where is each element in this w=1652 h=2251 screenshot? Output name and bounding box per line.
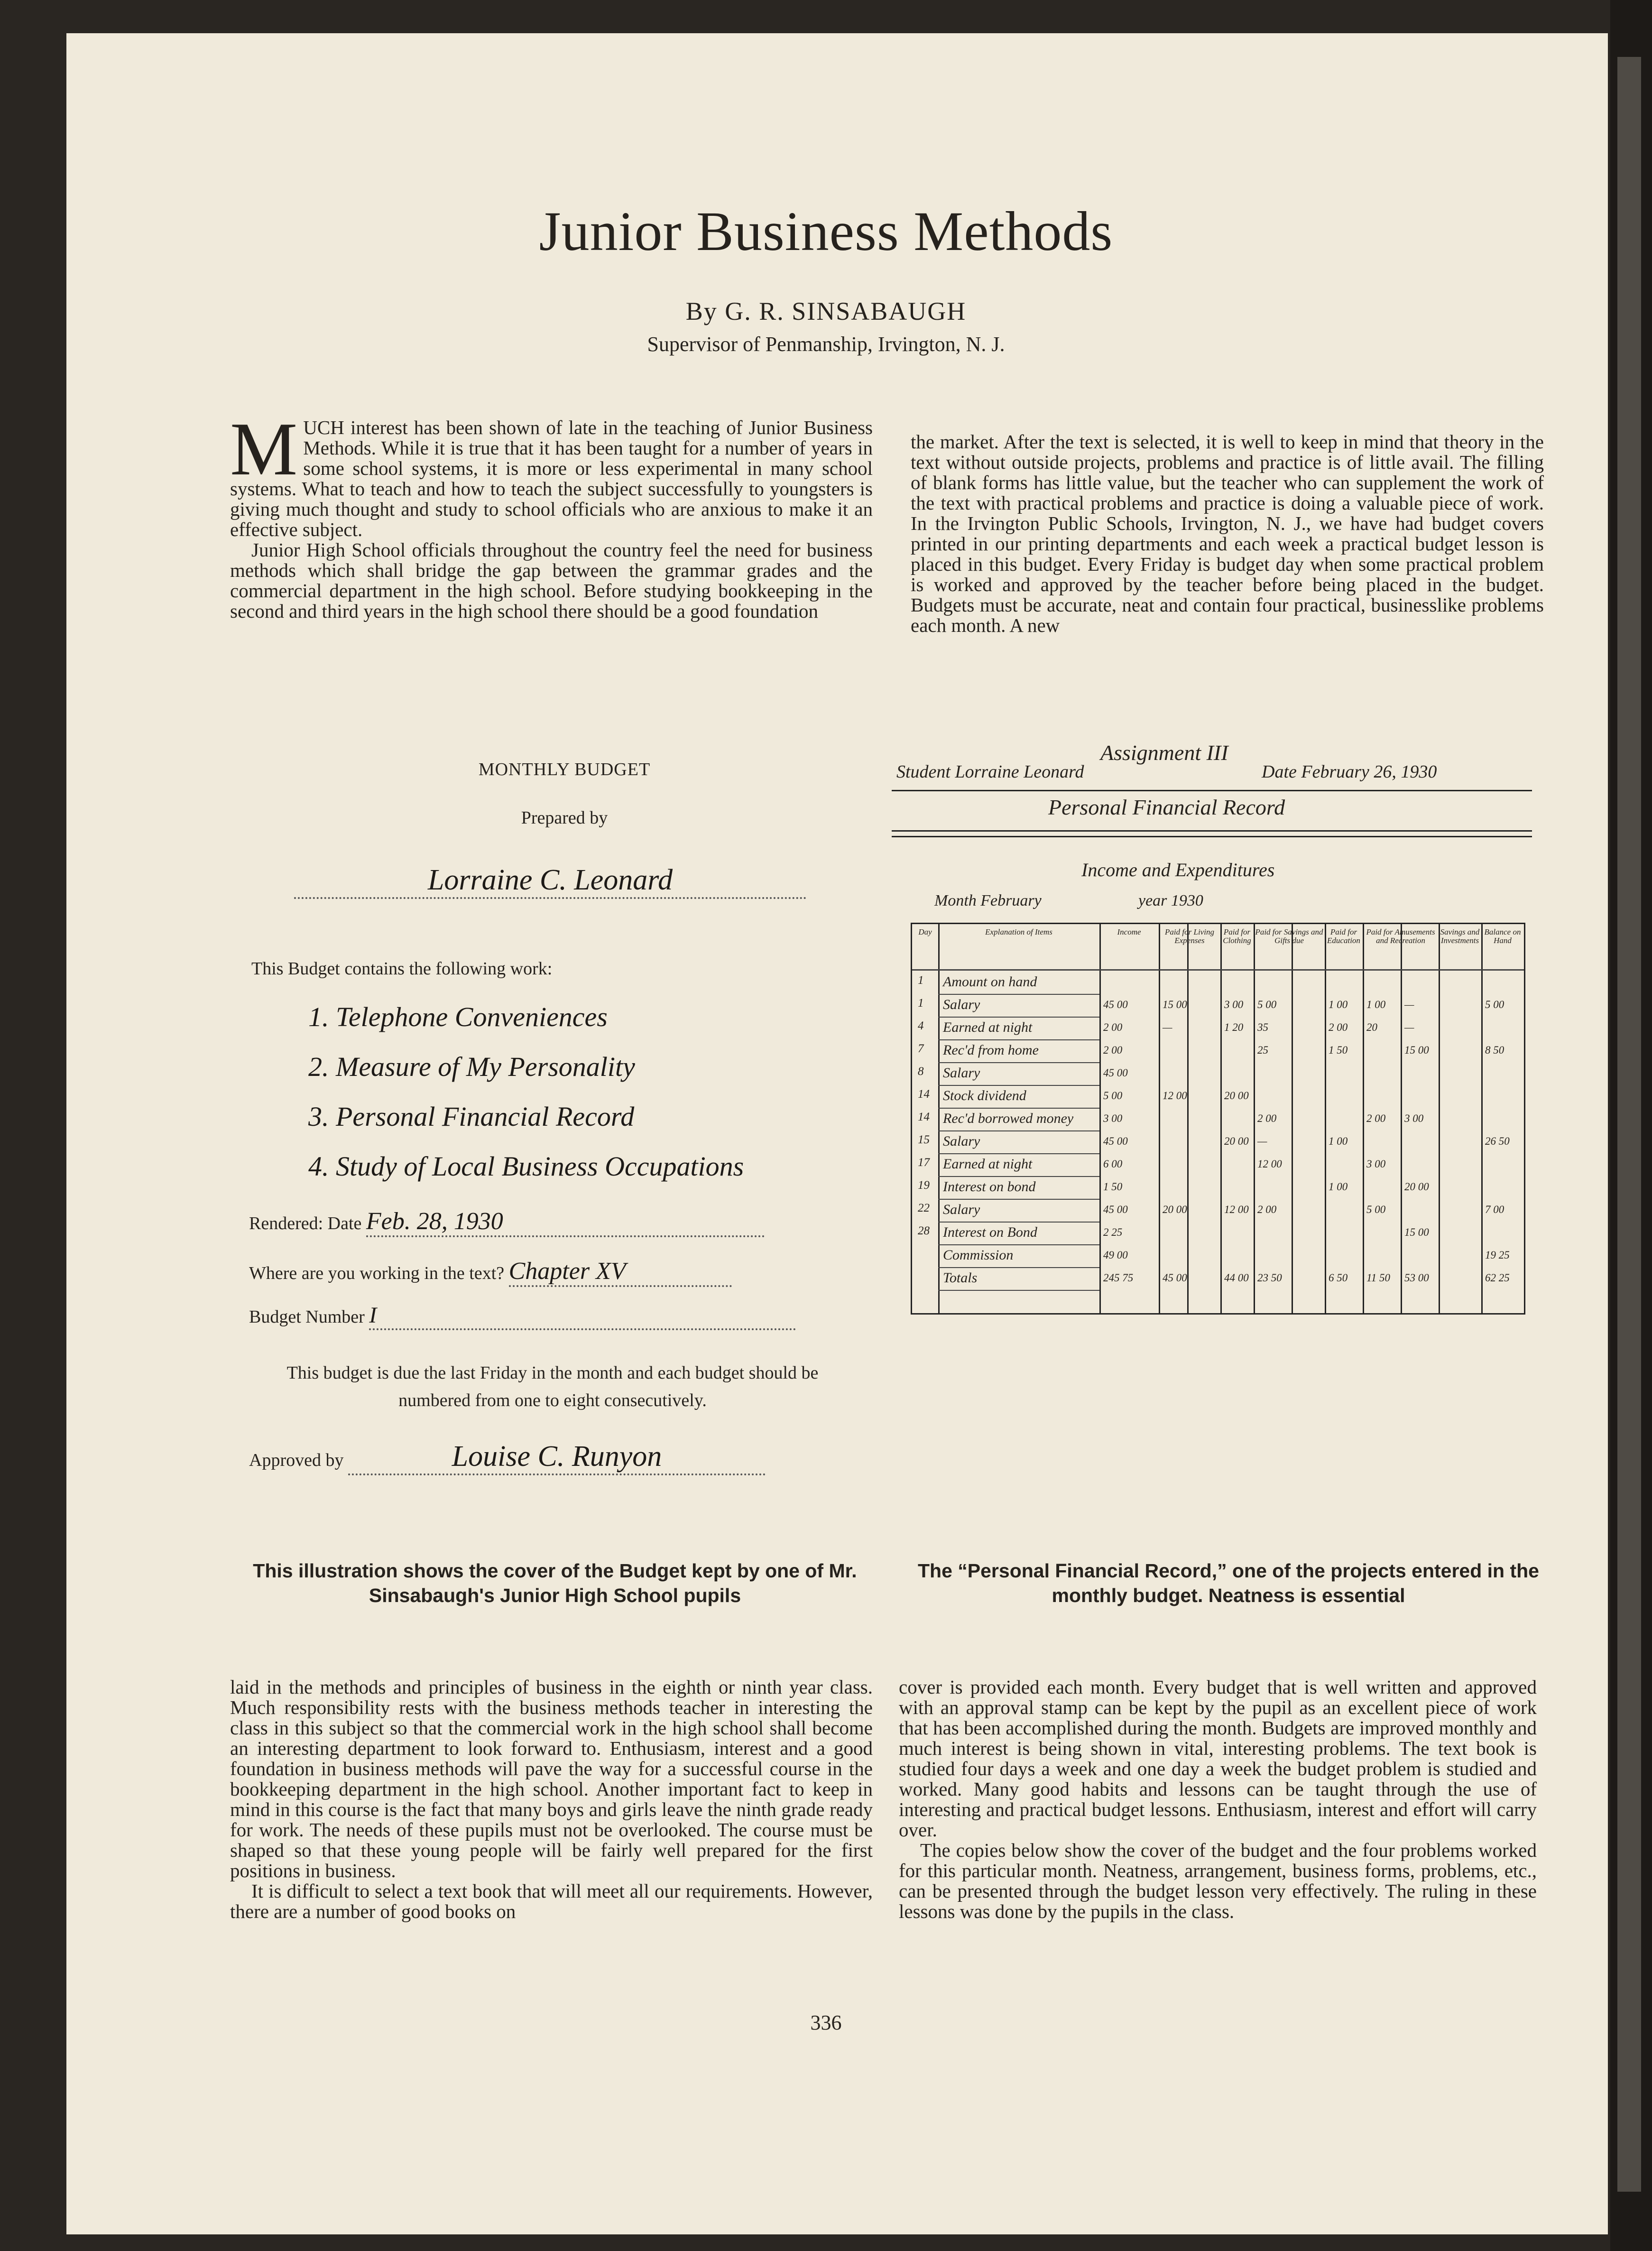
budget-item-3: 3. Personal Financial Record xyxy=(308,1101,635,1132)
body-right-paragraph-1: cover is provided each month. Every budget that is well written and approved with an approval stamp can be kept by the pupil as an excellent piece of work that has been accomplished during the month. Budgets are improved monthly and much interest is being shown in vital, interesting problems. The text book is studied four days a week and one day a week the budget problem is studied and worked. Many good habits and lessons can be taught through the use of interesting and practical budget lessons. Enthusiasm, interest and effort will carry over. xyxy=(899,1676,1537,1841)
article-byline: By G. R. SINSABAUGH xyxy=(685,297,967,325)
year-label: year xyxy=(1138,892,1167,909)
table-cell-day: 8 xyxy=(918,1065,924,1078)
record-date: February 26, 1930 xyxy=(1301,762,1437,782)
table-cell-value: 44 00 xyxy=(1224,1272,1249,1284)
row-rule xyxy=(938,1176,1099,1177)
page-number: 336 xyxy=(810,2011,842,2034)
table-column-rule xyxy=(1363,924,1364,1313)
rule-1 xyxy=(892,790,1532,791)
row-rule xyxy=(938,1244,1099,1245)
table-header: Paid for Education xyxy=(1327,927,1360,945)
year-value: 1930 xyxy=(1171,892,1203,909)
table-cell-value: 15 00 xyxy=(1404,1226,1429,1238)
table-cell-day: 28 xyxy=(918,1224,930,1237)
table-cell-value: 7 00 xyxy=(1485,1204,1504,1215)
table-cell-value: 20 00 xyxy=(1224,1090,1249,1102)
table-column-rule xyxy=(1159,924,1160,1313)
table-cell-item: Earned at night xyxy=(943,1019,1033,1035)
table-cell-value: 5 00 xyxy=(1366,1204,1386,1215)
table-cell-value: 245 75 xyxy=(1103,1272,1134,1284)
table-cell-item: Salary xyxy=(943,997,980,1012)
budget-item-2: 2. Measure of My Personality xyxy=(308,1051,635,1082)
body-right-paragraph-2: The copies below show the cover of the budget and the four problems worked for this particular month. Neatness, arrangement, business forms, problems, etc., can be presented through the budget lesson very effectively. The ruling in these lessons was done by the pupils in the class. xyxy=(899,1839,1537,1922)
table-cell-value: 26 50 xyxy=(1485,1135,1510,1147)
table-header: Income xyxy=(1117,927,1141,936)
assignment-label: Assignment III xyxy=(1100,741,1228,765)
table-cell-value: 15 00 xyxy=(1404,1044,1429,1056)
table-cell-value: — xyxy=(1404,1021,1414,1033)
table-cell-value: 11 50 xyxy=(1366,1272,1391,1284)
table-cell-item: Salary xyxy=(943,1133,980,1149)
table-column-rule xyxy=(1292,924,1293,1313)
rendered-label: Rendered: Date xyxy=(249,1214,362,1233)
table-column-rule xyxy=(1481,924,1483,1313)
prepared-by-label: Prepared by xyxy=(521,808,608,828)
student-name: Lorraine C. Leonard xyxy=(294,863,806,899)
table-column-rule xyxy=(1401,924,1402,1313)
table-cell-value: 25 xyxy=(1257,1044,1268,1056)
row-rule xyxy=(938,1085,1099,1086)
table-column-rule xyxy=(938,924,940,1313)
table-column-rule xyxy=(1187,924,1189,1313)
row-rule xyxy=(938,1153,1099,1154)
budget-cover-figure xyxy=(247,754,863,1494)
body-right-column xyxy=(899,1677,1537,1922)
table-header: Paid for Amusements and Recreation xyxy=(1366,927,1435,945)
row-rule xyxy=(938,1130,1099,1131)
table-cell-item: Earned at night xyxy=(943,1156,1033,1172)
table-cell-value: 2 00 xyxy=(1366,1112,1386,1124)
table-cell-value: 2 25 xyxy=(1103,1226,1123,1238)
row-rule xyxy=(938,1108,1099,1109)
table-header: Balance on Hand xyxy=(1484,927,1521,945)
rule-3 xyxy=(892,836,1532,837)
table-cell-value: 3 00 xyxy=(1404,1112,1424,1124)
table-cell-value: 5 00 xyxy=(1257,999,1277,1010)
table-cell-value: 35 xyxy=(1257,1021,1268,1033)
table-cell-value: 2 00 xyxy=(1103,1021,1123,1033)
financial-record-figure xyxy=(892,740,1546,1528)
table-cell-day: 4 xyxy=(918,1019,924,1032)
table-header: Paid for Living Expenses xyxy=(1165,927,1214,945)
table-column-rule xyxy=(1439,924,1440,1313)
budget-number-label: Budget Number xyxy=(249,1307,365,1327)
table-cell-item: Salary xyxy=(943,1202,980,1217)
table-header: Day xyxy=(918,927,932,936)
table-cell-value: 1 50 xyxy=(1103,1181,1123,1193)
table-cell-value: 12 00 xyxy=(1257,1158,1282,1170)
table-header: Explanation of Items xyxy=(985,927,1052,936)
table-cell-value: 15 00 xyxy=(1163,999,1187,1010)
table-cell-item: Salary xyxy=(943,1065,980,1081)
table-header: Paid for Clothing xyxy=(1223,927,1251,945)
row-rule xyxy=(938,1062,1099,1063)
table-cell-item: Totals xyxy=(943,1270,978,1286)
caption-right: The “Personal Financial Record,” one of the projects entered in the monthly budget. Neatness is essential xyxy=(918,1560,1539,1606)
table-cell-value: 2 00 xyxy=(1329,1021,1348,1033)
contains-label: This Budget contains the following work: xyxy=(251,959,553,979)
table-cell-value: 45 00 xyxy=(1163,1272,1187,1284)
table-cell-day: 14 xyxy=(918,1088,930,1101)
budget-number-value: I xyxy=(369,1302,796,1330)
table-column-rule xyxy=(1254,924,1255,1313)
table-cell-item: Stock dividend xyxy=(943,1088,1026,1103)
table-cell-value: — xyxy=(1163,1021,1172,1033)
table-cell-item: Interest on bond xyxy=(943,1179,1036,1195)
approved-signature: Louise C. Runyon xyxy=(348,1440,766,1475)
row-rule xyxy=(938,994,1099,995)
row-rule xyxy=(938,1199,1099,1200)
table-cell-value: 8 50 xyxy=(1485,1044,1504,1056)
table-cell-value: 23 50 xyxy=(1257,1272,1282,1284)
body-left-paragraph-1: laid in the methods and principles of business in the eighth or ninth year class. Much responsibility rests with the business methods teacher in interesting the class in this subject so that the commercial work in the high school shall become an interesting department to look forward to. Enthusiasm, interest and a good foundation in business methods will pave the way for a successful course in the bookkeeping department in the high school. Another important fact to keep in mind in this course is the fact that many boys and girls leave the ninth grade ready for work. The needs of these pupils must not be overlooked. The course must be shaped so that these young people will be fairly well prepared for the first positions in business. xyxy=(230,1676,873,1881)
record-student: Lorraine Leonard xyxy=(955,762,1084,782)
table-cell-day: 7 xyxy=(918,1042,924,1055)
table-cell-day: 17 xyxy=(918,1156,930,1169)
table-cell-value: 12 00 xyxy=(1163,1090,1187,1102)
table-cell-value: 19 25 xyxy=(1485,1249,1510,1261)
table-cell-value: 1 00 xyxy=(1329,1181,1348,1193)
table-cell-day: 1 xyxy=(918,997,924,1010)
table-cell-value: 5 00 xyxy=(1485,999,1504,1010)
month-value: February xyxy=(980,892,1042,909)
table-cell-value: 45 00 xyxy=(1103,1135,1128,1147)
table-cell-value: 20 00 xyxy=(1163,1204,1187,1215)
table-cell-value: 3 00 xyxy=(1224,999,1244,1010)
table-cell-value: 49 00 xyxy=(1103,1249,1128,1261)
table-cell-value: 1 00 xyxy=(1329,1135,1348,1147)
date-label: Date xyxy=(1262,762,1297,782)
table-cell-value: 20 00 xyxy=(1224,1135,1249,1147)
table-cell-value: 1 20 xyxy=(1224,1021,1244,1033)
table-cell-value: 1 50 xyxy=(1329,1044,1348,1056)
table-cell-day: 19 xyxy=(918,1179,930,1192)
table-cell-value: 5 00 xyxy=(1103,1090,1123,1102)
budget-heading: MONTHLY BUDGET xyxy=(478,760,651,779)
table-cell-value: 62 25 xyxy=(1485,1272,1510,1284)
table-cell-value: 45 00 xyxy=(1103,999,1128,1010)
intro-right-column xyxy=(911,432,1544,636)
row-rule xyxy=(938,1017,1099,1018)
table-cell-item: Rec'd borrowed money xyxy=(943,1111,1074,1126)
table-cell-value: 2 00 xyxy=(1103,1044,1123,1056)
row-rule xyxy=(938,1039,1099,1040)
record-title: Personal Financial Record xyxy=(1048,795,1285,819)
next-page-edge xyxy=(1617,57,1641,2192)
table-cell-value: 2 00 xyxy=(1257,1112,1277,1124)
table-cell-value: — xyxy=(1257,1135,1267,1147)
table-cell-day: 1 xyxy=(918,974,924,987)
student-label: Student xyxy=(896,762,951,782)
month-label: Month xyxy=(934,892,977,909)
record-table xyxy=(911,923,1525,1315)
rendered-date: Feb. 28, 1930 xyxy=(366,1207,765,1237)
table-cell-value: 6 00 xyxy=(1103,1158,1123,1170)
table-cell-value: 1 00 xyxy=(1329,999,1348,1010)
table-column-rule xyxy=(1325,924,1326,1313)
table-cell-value: 20 00 xyxy=(1404,1181,1429,1193)
record-subtitle: Income and Expenditures xyxy=(1081,859,1275,880)
intro-left-paragraph-1: UCH interest has been shown of late in the teaching of Junior Business Methods. While it is true that it has been taught for a number of years in some school systems, it is more or less experimental in many school systems. What to teach and how to teach the subject successfully to youngsters is giving much thought and study to school officials who are anxious to make it an effective subject. xyxy=(230,417,873,540)
table-cell-value: 6 50 xyxy=(1329,1272,1348,1284)
intro-left-paragraph-2: Junior High School officials throughout the country feel the need for business methods which shall bridge the gap between the grammar grades and the commercial department in the high school. Before studying bookkeeping in the second and third years in the high school there should be a good foundation xyxy=(230,539,873,622)
table-header: Savings and Investments xyxy=(1440,927,1480,945)
row-rule xyxy=(938,1267,1099,1268)
row-rule xyxy=(938,1222,1099,1223)
author-affiliation: Supervisor of Penmanship, Irvington, N. J. xyxy=(647,333,1005,356)
table-cell-value: 53 00 xyxy=(1404,1272,1429,1284)
approved-label: Approved by xyxy=(249,1450,344,1470)
table-cell-value: 3 00 xyxy=(1366,1158,1386,1170)
body-left-column xyxy=(230,1677,873,1922)
body-left-paragraph-2: It is difficult to select a text book that will meet all our requirements. However, there are a number of good books on xyxy=(230,1880,873,1922)
table-cell-item: Amount on hand xyxy=(943,974,1037,990)
working-value: Chapter XV xyxy=(509,1257,732,1287)
header-rule xyxy=(912,969,1524,971)
table-cell-day: 14 xyxy=(918,1111,930,1123)
budget-item-4: 4. Study of Local Business Occupations xyxy=(308,1151,744,1182)
table-cell-item: Commission xyxy=(943,1247,1014,1263)
working-label: Where are you working in the text? xyxy=(249,1263,505,1283)
table-cell-value: 20 xyxy=(1366,1021,1377,1033)
table-cell-value: 45 00 xyxy=(1103,1067,1128,1079)
table-column-rule xyxy=(1099,924,1101,1313)
table-cell-value: 3 00 xyxy=(1103,1112,1123,1124)
caption-left: This illustration shows the cover of the Budget kept by one of Mr. Sinsabaugh's Junior High School pupils xyxy=(253,1560,857,1606)
table-header: Paid for Savings and Gifts due xyxy=(1255,927,1323,945)
table-cell-value: 2 00 xyxy=(1257,1204,1277,1215)
table-cell-day: 15 xyxy=(918,1133,930,1146)
article-title: Junior Business Methods xyxy=(539,200,1113,262)
intro-left-column xyxy=(230,407,873,622)
table-cell-item: Rec'd from home xyxy=(943,1042,1039,1058)
table-cell-item: Interest on Bond xyxy=(943,1224,1037,1240)
table-cell-value: — xyxy=(1404,999,1414,1010)
row-rule xyxy=(938,1290,1099,1291)
budget-item-1: 1. Telephone Conveniences xyxy=(308,1001,608,1032)
table-cell-day: 22 xyxy=(918,1202,930,1214)
table-column-rule xyxy=(1220,924,1222,1313)
table-cell-value: 12 00 xyxy=(1224,1204,1249,1215)
intro-right-paragraph-1: the market. After the text is selected, it is well to keep in mind that theory in the text without outside projects, problems and practice is of little avail. The filling of blank forms has little value, but the teacher who can supplement the work of the text with practical problems and practice is doing a valuable piece of work. In the Irvington Public Schools, Irvington, N. J., we have had budget covers printed in our printing departments and each week a practical budget lesson is placed in this budget. Every Friday is budget day when some practical problem is worked and approved by the teacher before being placed in the budget. Budgets must be accurate, neat and contain four practical, businesslike problems each month. A new xyxy=(911,431,1544,636)
due-note: This budget is due the last Friday in the month and each budget should be numbered from one to eight consecutively. xyxy=(286,1363,819,1410)
table-cell-value: 1 00 xyxy=(1366,999,1386,1010)
rule-2 xyxy=(892,830,1532,832)
table-cell-value: 45 00 xyxy=(1103,1204,1128,1215)
drop-cap: M xyxy=(230,407,298,491)
